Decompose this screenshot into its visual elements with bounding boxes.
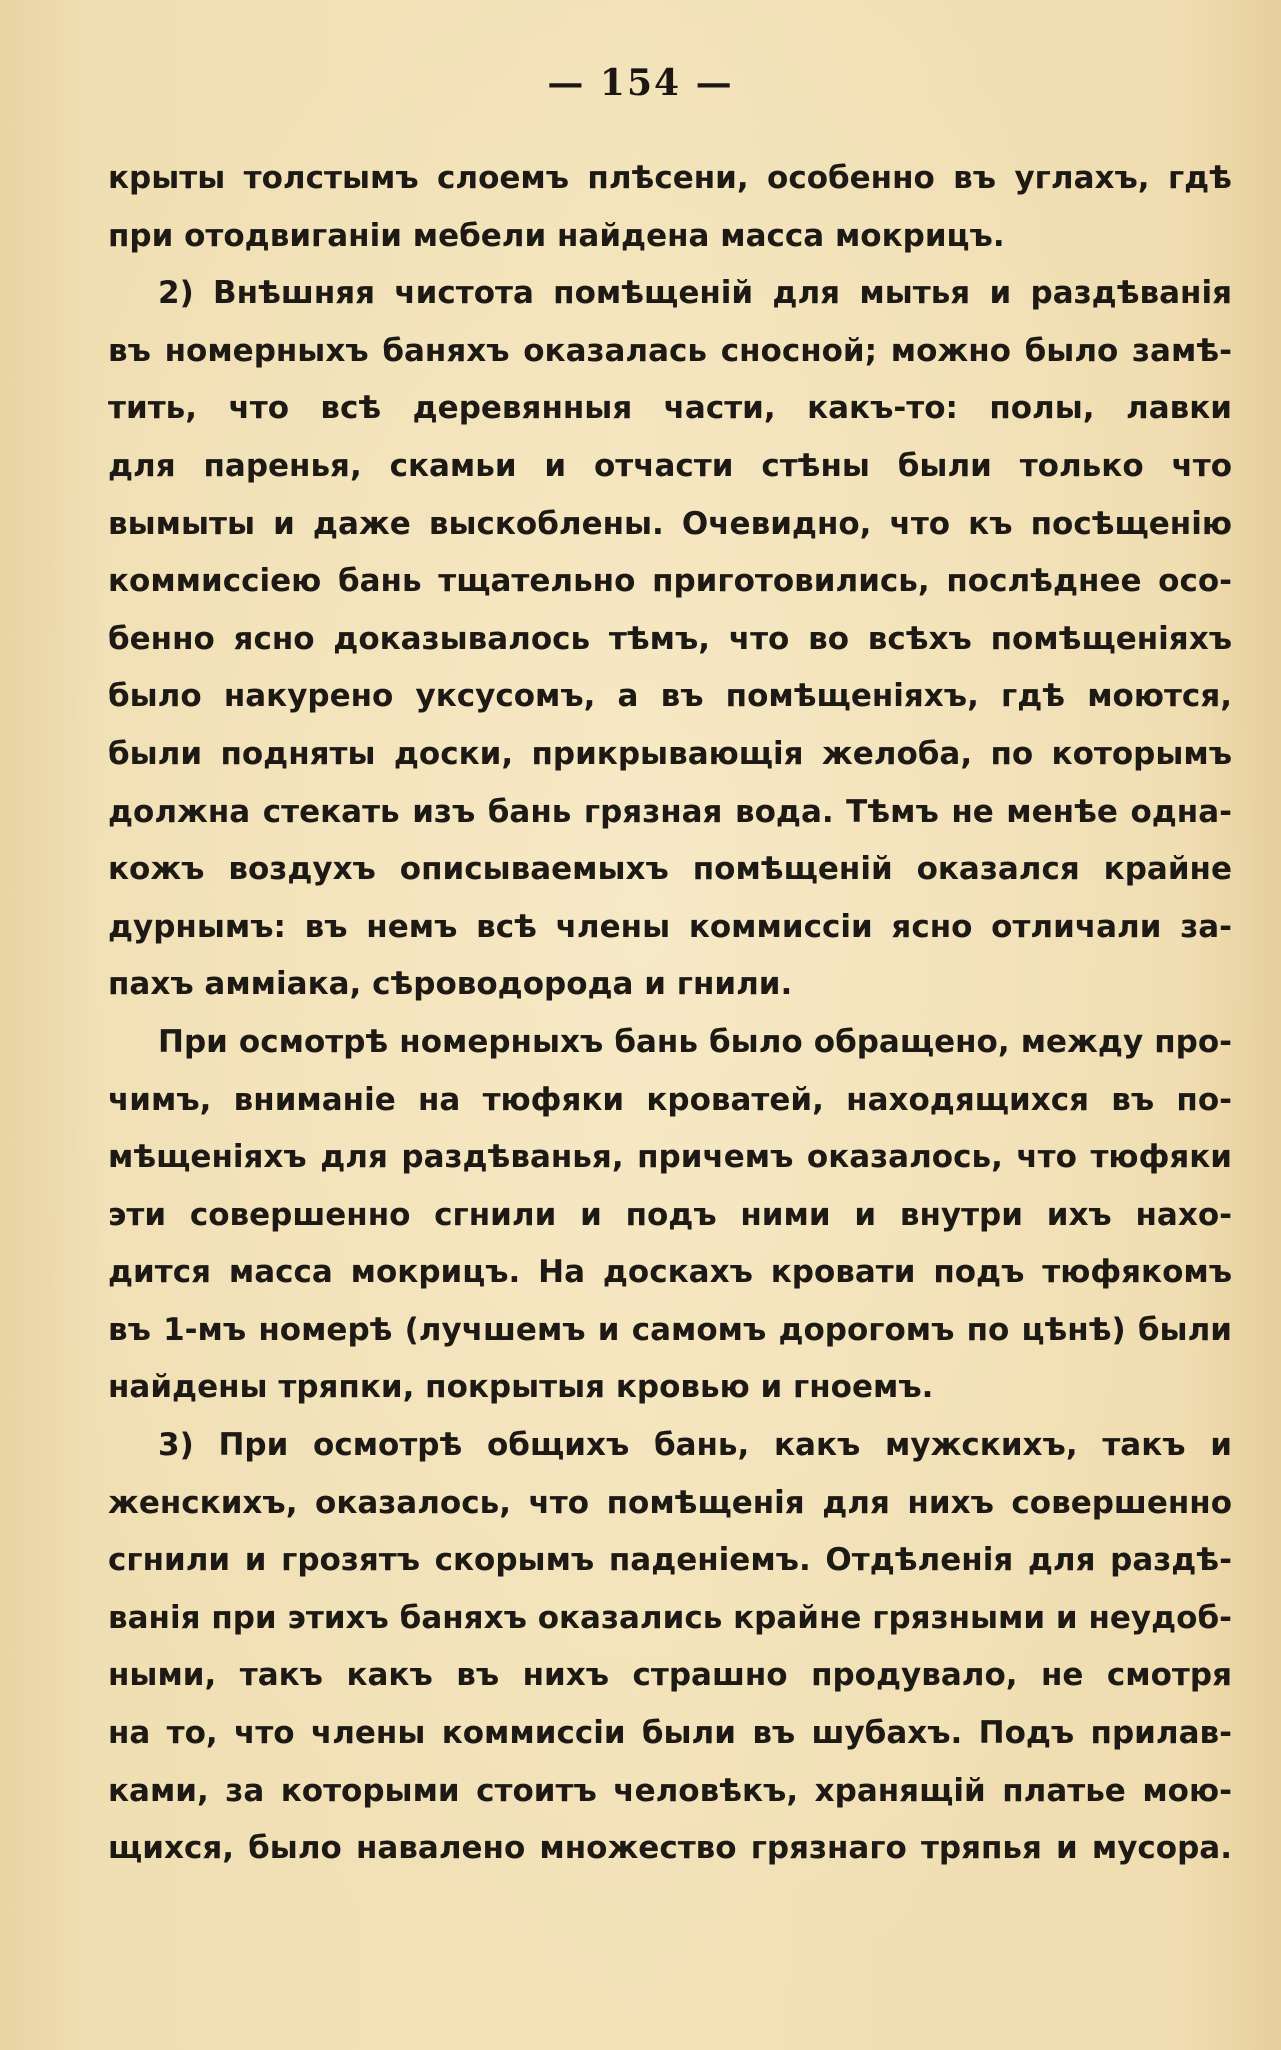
text-line: должна стекать изъ бань грязная вода. Тѣмъ не менѣе одна- xyxy=(108,793,1232,830)
text-line: эти совершенно сгнили и подъ ними и внутри ихъ нахо- xyxy=(108,1196,1232,1233)
text-line: При осмотрѣ номерныхъ бань было обращено, между про- xyxy=(158,1023,1232,1060)
text-line: кожъ воздухъ описываемыхъ помѣщеній оказался крайне xyxy=(108,851,1232,888)
text-line: крыты толстымъ слоемъ плѣсени, особенно въ углахъ, гдѣ xyxy=(108,160,1232,196)
text-line: въ 1-мъ номерѣ (лучшемъ и самомъ дорогомъ по цѣнѣ) были xyxy=(108,1311,1232,1348)
text-line: коммиссіею бань тщательно приготовились, послѣднее осо- xyxy=(108,563,1232,600)
text-line: при отодвиганіи мебели найдена масса мокрицъ. xyxy=(108,217,1005,254)
text-line: щихся, было навалено множество грязнаго тряпья и мусора. xyxy=(108,1830,1232,1867)
page-number: — 154 — xyxy=(547,62,734,104)
text-line: были подняты доски, прикрывающія желоба, по которымъ xyxy=(108,735,1232,772)
body-text xyxy=(108,150,1232,1878)
text-line: женскихъ, оказалось, что помѣщенія для нихъ совершенно xyxy=(108,1484,1232,1521)
text-line: на то, что члены коммиссіи были въ шубахъ. Подъ прилав- xyxy=(108,1715,1232,1752)
text-line: для паренья, скамьи и отчасти стѣны были только что xyxy=(108,447,1232,484)
text-line: чимъ, вниманіе на тюфяки кроватей, находящихся въ по- xyxy=(108,1081,1232,1118)
text-line: бенно ясно доказывалось тѣмъ, что во всѣхъ помѣщеніяхъ xyxy=(108,620,1232,657)
text-line: найдены тряпки, покрытыя кровью и гноемъ. xyxy=(108,1369,934,1406)
text-line: тить, что всѣ деревянныя части, какъ-то: полы, лавки xyxy=(108,390,1232,427)
text-line: ванія при этихъ баняхъ оказались крайне грязными и неудоб- xyxy=(108,1599,1232,1636)
text-line: мѣщеніяхъ для раздѣванья, причемъ оказалось, что тюфяки xyxy=(108,1139,1232,1176)
text-line: въ номерныхъ баняхъ оказалась сносной; можно было замѣ- xyxy=(108,332,1232,369)
text-line: дится масса мокрицъ. На доскахъ кровати подъ тюфякомъ xyxy=(108,1254,1232,1291)
text-line: ными, такъ какъ въ нихъ страшно продувало, не смотря xyxy=(108,1657,1232,1694)
text-line: было накурено уксусомъ, а въ помѣщеніяхъ, гдѣ моются, xyxy=(108,678,1232,715)
text-line: 2) Внѣшняя чистота помѣщеній для мытья и раздѣванія xyxy=(158,275,1232,312)
text-line: ками, за которыми стоитъ человѣкъ, хранящій платье мою- xyxy=(108,1772,1232,1809)
text-line: дурнымъ: въ немъ всѣ члены коммиссіи ясно отличали за- xyxy=(108,908,1232,945)
text-line: пахъ амміака, сѣроводорода и гнили. xyxy=(108,966,793,1003)
text-line: вымыты и даже выскоблены. Очевидно, что къ посѣщенію xyxy=(108,505,1232,542)
text-line: 3) При осмотрѣ общихъ бань, какъ мужскихъ, такъ и xyxy=(158,1427,1232,1464)
text-line: сгнили и грозятъ скорымъ паденіемъ. Отдѣленія для раздѣ- xyxy=(108,1542,1232,1579)
